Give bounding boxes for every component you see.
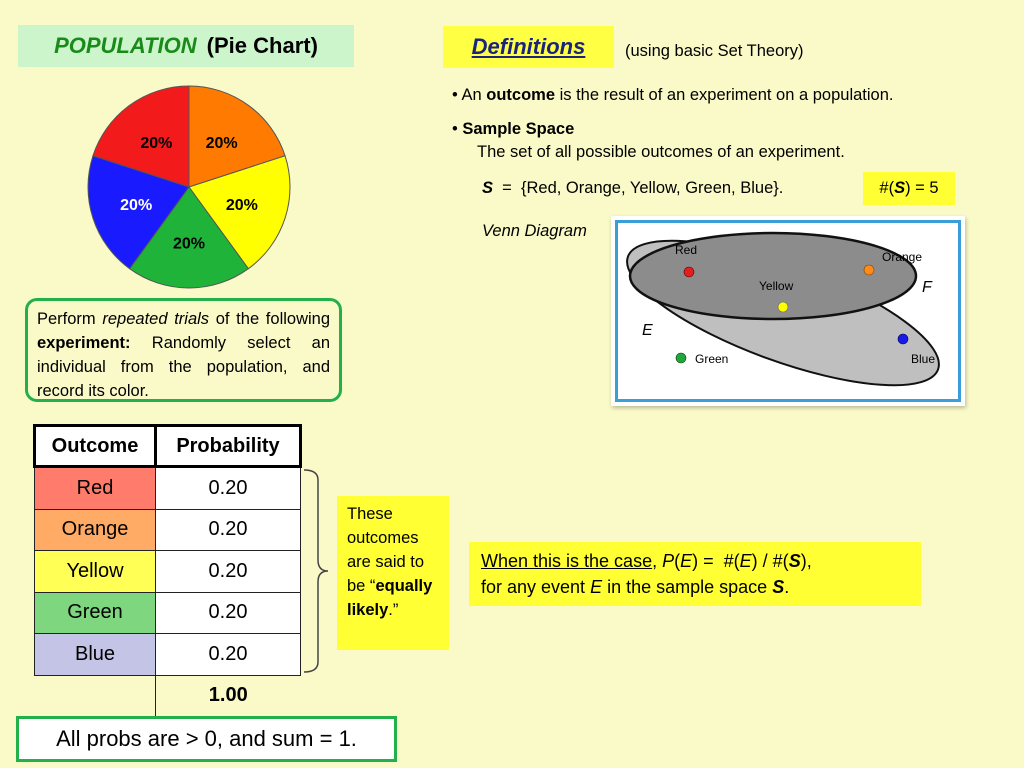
venn-diagram-label: Venn Diagram <box>482 222 587 240</box>
table-header-row <box>35 426 301 467</box>
venn-diagram-area <box>615 220 961 402</box>
pie-label-yellow: 20% <box>225 197 258 215</box>
probability-cell: 0.20 <box>156 551 301 593</box>
set-members: = {Red, Orange, Yellow, Green, Blue}. <box>493 179 784 197</box>
likely-text-3: .” <box>388 601 399 619</box>
outcome-definition <box>452 86 893 105</box>
formula-text: ) / #( <box>751 551 789 571</box>
formula-line-2 <box>481 574 909 600</box>
formula-e: E <box>680 551 693 571</box>
count-text-b: ) = 5 <box>905 179 939 197</box>
page-title <box>18 25 354 67</box>
formula-s: S <box>788 551 801 571</box>
outcome-cell: Yellow <box>35 551 156 593</box>
formula-line-1 <box>481 548 909 574</box>
equally-likely-note <box>337 496 449 650</box>
label-blue: Blue <box>911 352 936 366</box>
point-green <box>676 353 686 363</box>
count-symbol-s: S <box>894 179 906 197</box>
probability-cell: 0.20 <box>156 467 301 510</box>
venn-svg <box>618 223 958 399</box>
right-brace-icon <box>300 468 332 674</box>
definitions-subheading: (using basic Set Theory) <box>625 42 804 60</box>
header-probability: Probability <box>156 426 301 467</box>
table-row <box>35 551 301 593</box>
definitions-heading: Definitions <box>443 26 614 68</box>
label-orange: Orange <box>882 250 923 264</box>
formula-text: ) = #( <box>692 551 740 571</box>
likely-text-1: These outcomes are said to be “ <box>347 505 425 595</box>
title-word: POPULATION <box>54 33 197 58</box>
point-yellow <box>778 302 788 312</box>
def-text-c: is the result of an experiment on a population. <box>555 86 894 104</box>
bullet-icon: • <box>452 86 458 104</box>
outcome-cell: Blue <box>35 634 156 676</box>
set-symbol-s: S <box>482 179 494 197</box>
def-term-sample-space: Sample Space <box>462 120 575 138</box>
formula-e: E <box>739 551 752 571</box>
def-text-a: An <box>461 86 487 104</box>
sample-space-definition <box>452 120 574 139</box>
pie-label-green: 20% <box>172 235 206 253</box>
likely-text-2: equally likely <box>347 577 433 619</box>
experiment-description <box>25 298 342 402</box>
probability-table <box>33 424 302 716</box>
set-e-label: E <box>642 322 653 339</box>
formula-p: P <box>662 551 675 571</box>
sum-note: All probs are > 0, and sum = 1. <box>16 716 397 762</box>
formula-text: for any event <box>481 577 591 597</box>
label-red: Red <box>675 243 698 257</box>
outcome-cell: Red <box>35 467 156 510</box>
title-rest: (Pie Chart) <box>206 33 318 58</box>
def-term-outcome: outcome <box>486 86 556 104</box>
probability-formula <box>469 542 921 606</box>
sample-space-description: The set of all possible outcomes of an experiment. <box>477 143 845 161</box>
venn-diagram <box>611 216 965 406</box>
label-green: Green <box>695 352 729 366</box>
formula-text: . <box>784 577 790 597</box>
probability-cell: 0.20 <box>156 509 301 551</box>
sample-space-set <box>482 179 783 198</box>
table-row <box>35 634 301 676</box>
pie-label-orange: 20% <box>205 135 238 153</box>
sample-space-count <box>863 172 955 205</box>
experiment-text-1: Perform <box>37 310 103 328</box>
set-f-ellipse <box>630 233 916 319</box>
label-yellow: Yellow <box>759 279 794 293</box>
point-blue <box>898 334 908 344</box>
experiment-text-2: repeated trials <box>102 310 210 328</box>
experiment-text-4: experiment: <box>37 334 131 352</box>
table-row <box>35 592 301 634</box>
empty-cell <box>35 675 156 716</box>
experiment-text-3: of the following <box>209 310 331 328</box>
point-red <box>684 267 694 277</box>
outcome-cell: Green <box>35 592 156 634</box>
count-text-a: #( <box>879 179 895 197</box>
probability-cell: 0.20 <box>156 634 301 676</box>
total-cell: 1.00 <box>156 675 301 716</box>
pie-chart <box>78 76 300 298</box>
formula-e: E <box>590 577 603 597</box>
formula-text: in the sample space <box>602 577 773 597</box>
formula-text: , <box>652 551 663 571</box>
probability-cell: 0.20 <box>156 592 301 634</box>
table-total-row <box>35 675 301 716</box>
experiment-text-5: Randomly select an individual from the population, and record its color. <box>37 334 330 400</box>
set-f-label: F <box>922 279 932 296</box>
formula-s: S <box>772 577 785 597</box>
point-orange <box>864 265 874 275</box>
outcome-cell: Orange <box>35 509 156 551</box>
table-row <box>35 509 301 551</box>
pie-label-blue: 20% <box>120 197 153 215</box>
table-row <box>35 467 301 510</box>
pie-label-red: 20% <box>140 135 173 153</box>
formula-text: ), <box>800 551 812 571</box>
formula-condition: When this is the case <box>481 551 653 571</box>
bullet-icon: • <box>452 120 458 138</box>
formula-text: ( <box>674 551 681 571</box>
header-outcome: Outcome <box>35 426 156 467</box>
